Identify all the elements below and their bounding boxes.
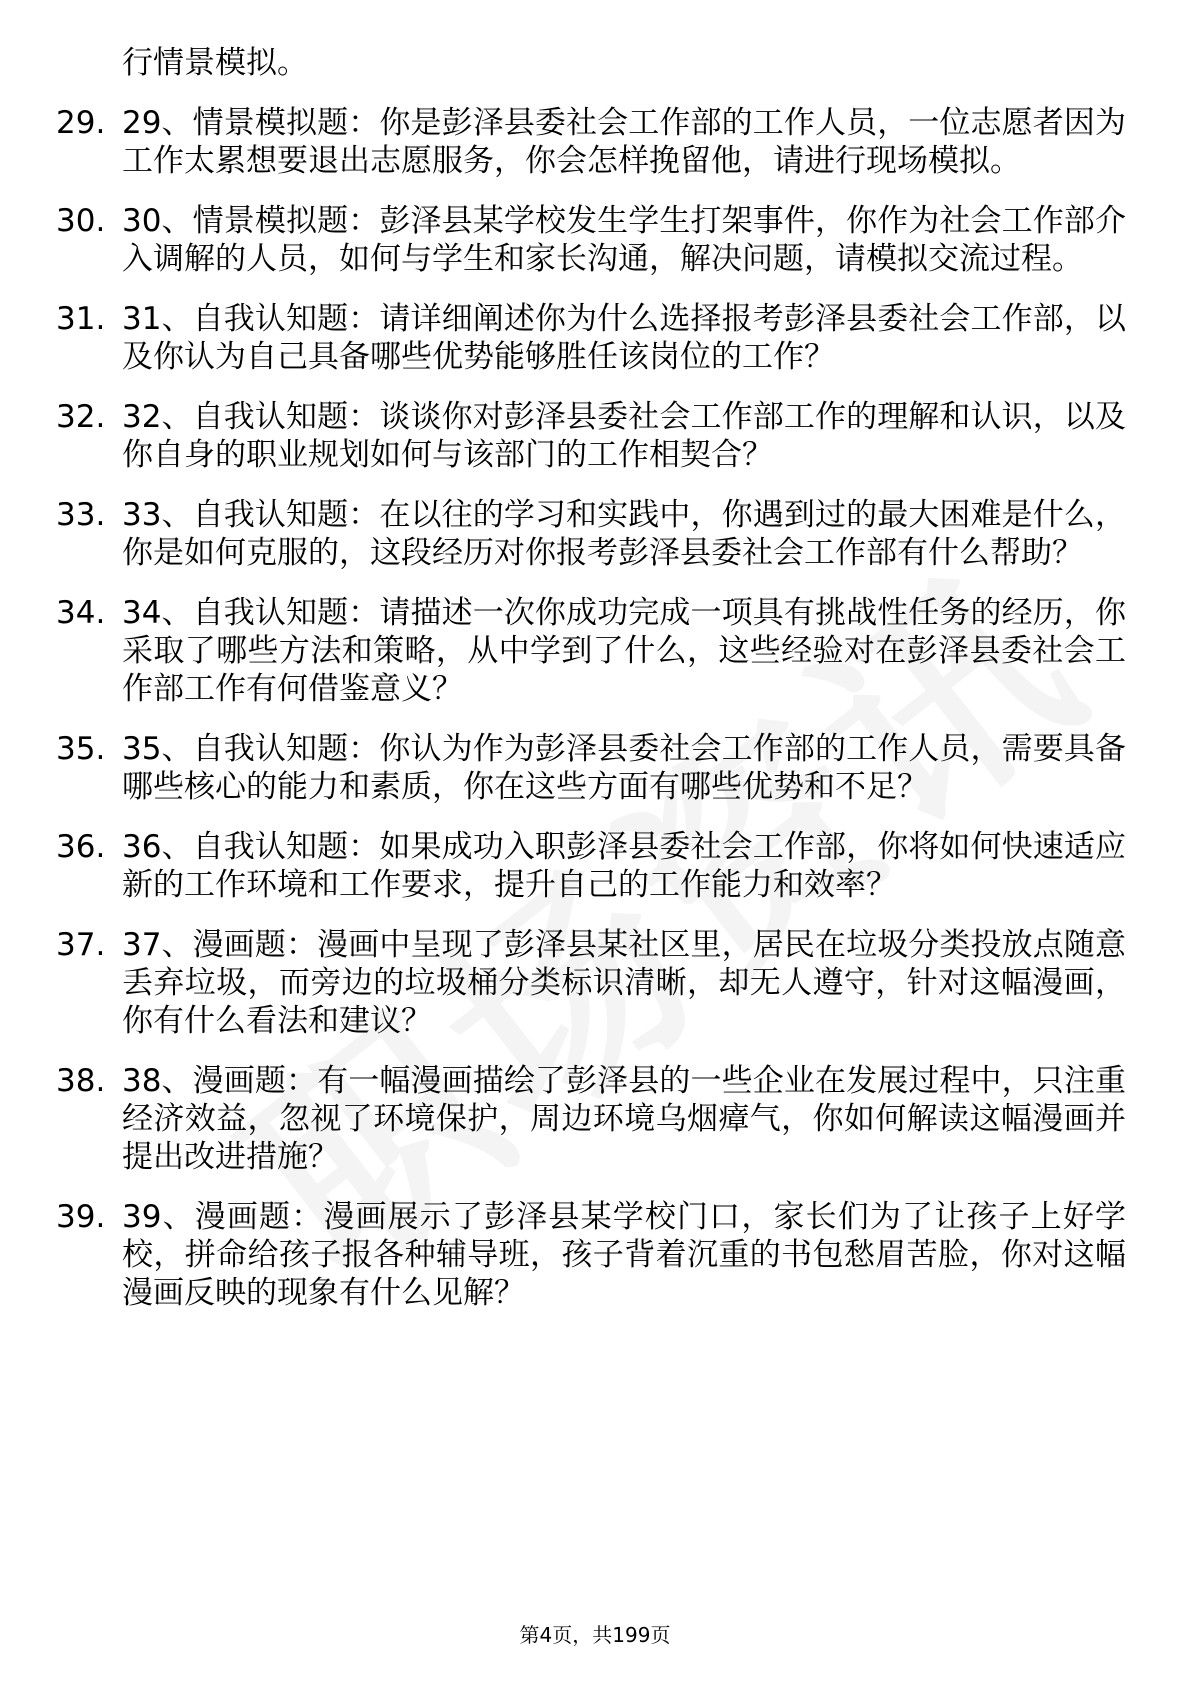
item-text: 39、漫画题：漫画展示了彭泽县某学校门口，家长们为了让孩子上好学校，拼命给孩子报各种辅导班，孩子背着沉重的书包愁眉苦脸，你对这幅漫画反映的现象有什么见解？	[122, 1199, 1126, 1311]
item-number: 33.	[56, 497, 106, 533]
list-item	[56, 202, 1126, 278]
list-item	[56, 926, 1126, 1040]
item-text: 31、自我认知题：请详细阐述你为什么选择报考彭泽县委社会工作部，以及你认为自己具备哪些优势能够胜任该岗位的工作？	[122, 301, 1126, 375]
list-item	[56, 828, 1126, 904]
list-item	[56, 398, 1126, 474]
item-number: 31.	[56, 301, 106, 337]
list-item	[56, 1062, 1126, 1176]
list-item	[56, 496, 1126, 572]
item-text: 36、自我认知题：如果成功入职彭泽县委社会工作部，你将如何快速适应新的工作环境和工作要求，提升自己的工作能力和效率？	[122, 829, 1126, 903]
list-item	[56, 594, 1126, 708]
item-number: 29.	[56, 105, 106, 141]
item-text: 38、漫画题：有一幅漫画描绘了彭泽县的一些企业在发展过程中，只注重经济效益，忽视了环境保护，周边环境乌烟瘴气，你如何解读这幅漫画并提出改进措施？	[122, 1063, 1126, 1175]
item-text: 29、情景模拟题：你是彭泽县委社会工作部的工作人员，一位志愿者因为工作太累想要退出志愿服务，你会怎样挽留他，请进行现场模拟。	[122, 105, 1126, 179]
list-item	[56, 1198, 1126, 1312]
item-number: 38.	[56, 1063, 106, 1099]
item-text: 35、自我认知题：你认为作为彭泽县委社会工作部的工作人员，需要具备哪些核心的能力和素质，你在这些方面有哪些优势和不足？	[122, 731, 1126, 805]
document-body	[56, 44, 1126, 1334]
page-footer: 第4页，共199页	[519, 1623, 671, 1647]
item-number: 35.	[56, 731, 106, 767]
item-number: 36.	[56, 829, 106, 865]
item-text: 30、情景模拟题：彭泽县某学校发生学生打架事件，你作为社会工作部介入调解的人员，如何与学生和家长沟通，解决问题，请模拟交流过程。	[122, 203, 1126, 277]
continuation-line: 行情景模拟。	[122, 45, 308, 81]
item-number: 32.	[56, 399, 106, 435]
list-item	[56, 730, 1126, 806]
item-number: 37.	[56, 927, 106, 963]
item-text: 34、自我认知题：请描述一次你成功完成一项具有挑战性任务的经历，你采取了哪些方法和策略，从中学到了什么，这些经验对在彭泽县委社会工作部工作有何借鉴意义？	[122, 595, 1126, 707]
list-item	[56, 300, 1126, 376]
item-number: 30.	[56, 203, 106, 239]
item-text: 32、自我认知题：谈谈你对彭泽县委社会工作部工作的理解和认识，以及你自身的职业规划如何与该部门的工作相契合？	[122, 399, 1126, 473]
item-number: 34.	[56, 595, 106, 631]
item-text: 37、漫画题：漫画中呈现了彭泽县某社区里，居民在垃圾分类投放点随意丢弃垃圾，而旁边的垃圾桶分类标识清晰，却无人遵守，针对这幅漫画，你有什么看法和建议？	[122, 927, 1126, 1039]
item-number: 39.	[56, 1199, 106, 1235]
item-text: 33、自我认知题：在以往的学习和实践中，你遇到过的最大困难是什么，你是如何克服的，这段经历对你报考彭泽县委社会工作部有什么帮助？	[122, 497, 1126, 571]
list-item	[56, 104, 1126, 180]
